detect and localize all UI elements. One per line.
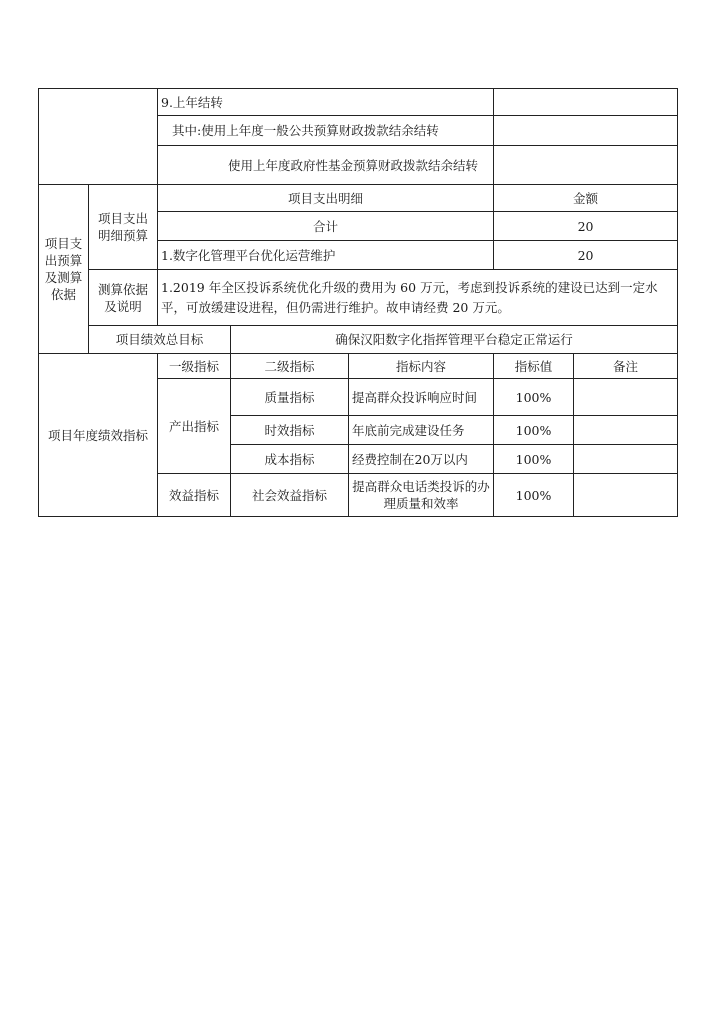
- value-cell: 100%: [494, 416, 574, 445]
- amount-header: 金额: [494, 185, 678, 212]
- content-cell: 提高群众电话类投诉的办理质量和效率: [349, 474, 494, 517]
- value-cell: 100%: [494, 379, 574, 416]
- item9-label: 9.上年结转: [158, 89, 494, 116]
- goal-text: 确保汉阳数字化指挥管理平台稳定正常运行: [231, 326, 678, 354]
- note-cell: [574, 416, 678, 445]
- indicator-section-label: 项目年度绩效指标: [39, 354, 158, 517]
- basis-text: 1.2019 年全区投诉系统优化升级的费用为 60 万元，考虑到投诉系统的建设已达到一定水平，可放缓建设进程，但仍需进行维护。故申请经费 20 万元。: [158, 270, 678, 326]
- value-cell: 100%: [494, 474, 574, 517]
- row-goal: [39, 326, 678, 354]
- row-item9: [39, 89, 678, 116]
- gov-fund-budget-label: [158, 146, 494, 185]
- second-level-cell: 成本指标: [231, 445, 349, 474]
- total-label: 合计: [158, 212, 494, 241]
- content-cell: 经费控制在20万以内: [349, 445, 494, 474]
- budget-section-label: 项目支出预算及测算依据: [39, 185, 89, 354]
- note-cell: [574, 445, 678, 474]
- header-note: 备注: [574, 354, 678, 379]
- header-second-level: 二级指标: [231, 354, 349, 379]
- header-value: 指标值: [494, 354, 574, 379]
- empty-left-cell: [39, 89, 158, 185]
- gov-fund-budget-text: 使用上年度政府性基金预算财政拨款结余结转: [228, 157, 479, 173]
- basis-label: 测算依据及说明: [89, 270, 158, 326]
- second-level-cell: 质量指标: [231, 379, 349, 416]
- budget-item-amount: 20: [494, 241, 678, 270]
- note-cell: [574, 379, 678, 416]
- row-detail-header: [39, 185, 678, 212]
- value-cell: 100%: [494, 445, 574, 474]
- note-cell: [574, 474, 678, 517]
- header-first-level: 一级指标: [158, 354, 231, 379]
- row-indicator-header: [39, 354, 678, 379]
- row-basis: [39, 270, 678, 326]
- general-budget-label: 其中:使用上年度一般公共预算财政拨款结余结转: [158, 116, 494, 146]
- budget-table: [38, 88, 678, 517]
- header-content: 指标内容: [349, 354, 494, 379]
- general-budget-value: [494, 116, 678, 146]
- budget-item-name: 1.数字化管理平台优化运营维护: [158, 241, 494, 270]
- item9-value: [494, 89, 678, 116]
- second-level-cell: 时效指标: [231, 416, 349, 445]
- second-level-cell: 社会效益指标: [231, 474, 349, 517]
- output-indicator-label: 产出指标: [158, 379, 231, 474]
- benefit-indicator-label: 效益指标: [158, 474, 231, 517]
- goal-label: 项目绩效总目标: [89, 326, 231, 354]
- detail-header: 项目支出明细: [158, 185, 494, 212]
- detail-budget-label: 项目支出明细预算: [89, 185, 158, 270]
- content-cell: 提高群众投诉响应时间: [349, 379, 494, 416]
- content-cell: 年底前完成建设任务: [349, 416, 494, 445]
- gov-fund-budget-value: [494, 146, 678, 185]
- total-value: 20: [494, 212, 678, 241]
